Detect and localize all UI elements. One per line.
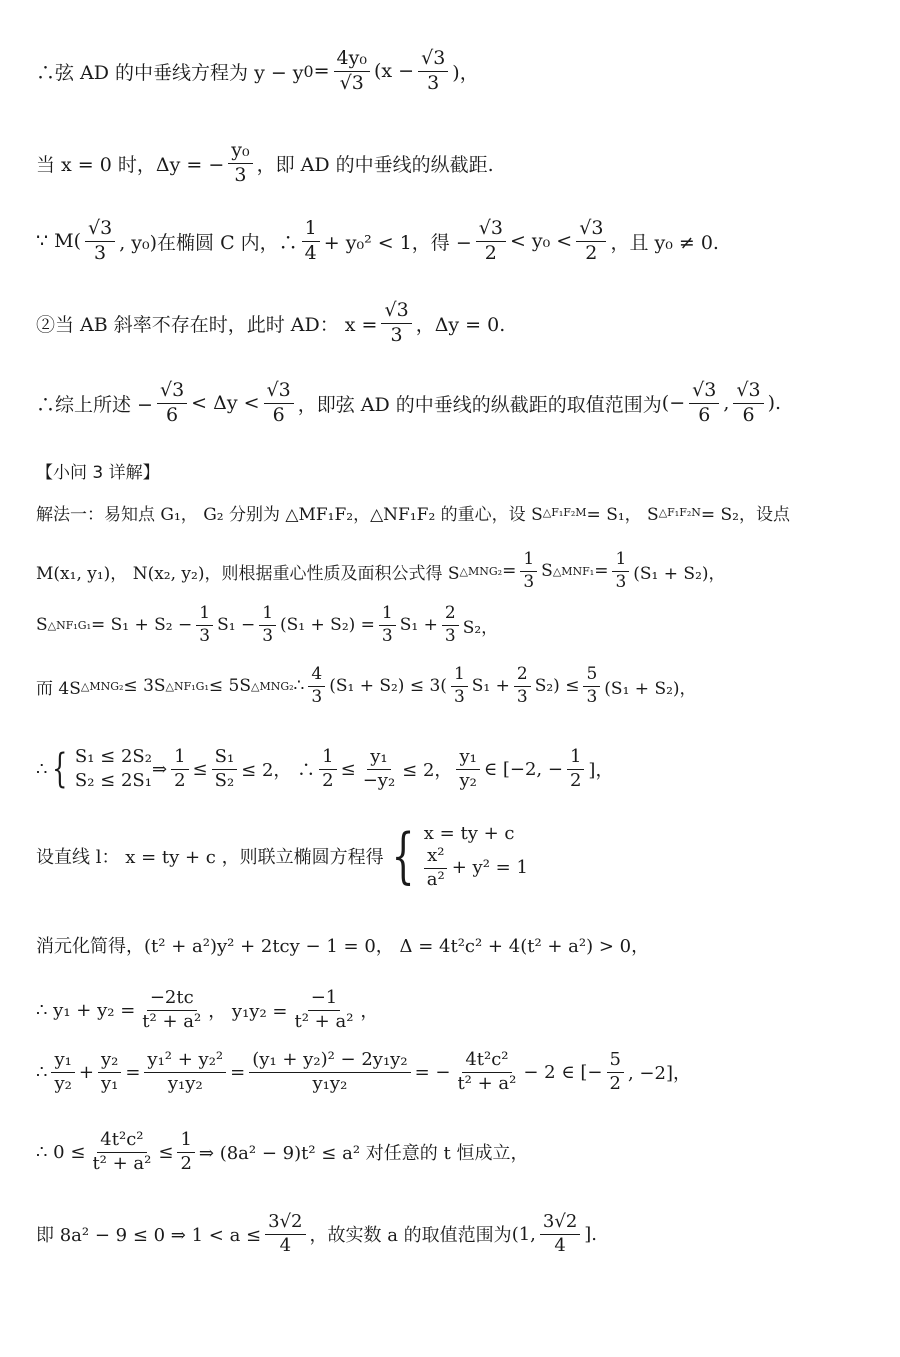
text: (S₁ + S₂) = — [280, 615, 375, 636]
left-brace: { — [52, 746, 68, 793]
denominator: y₂ — [54, 1072, 72, 1094]
text: = — [313, 60, 330, 83]
text: ， y₁y₂ = — [208, 1001, 288, 1023]
numerator: y₁ — [51, 1050, 74, 1073]
text: 设直线 l： x = ty + c ，则联立椭圆方程得 — [36, 847, 384, 869]
fraction — [51, 1050, 74, 1094]
system-row: x = ty + c — [423, 823, 515, 844]
line-8 — [36, 550, 876, 592]
text: ，故实数 a 的取值范围为 — [309, 1225, 512, 1247]
numerator: 1 — [451, 665, 468, 687]
text: + y₀² < 1，得 − — [323, 231, 472, 254]
text: ，且 y₀ ≠ 0. — [610, 231, 719, 254]
numerator: √3 — [576, 218, 606, 242]
denominator: −y₂ — [362, 769, 396, 791]
text: < Δy < — [191, 392, 260, 415]
fraction — [292, 988, 357, 1032]
fraction — [540, 1212, 580, 1256]
text: ). — [767, 392, 782, 415]
fraction — [249, 1050, 410, 1094]
fraction — [607, 1050, 624, 1094]
fraction — [424, 846, 448, 890]
text: S — [541, 561, 553, 582]
denominator: 2 — [180, 1152, 192, 1174]
numerator: 3√2 — [540, 1212, 580, 1235]
numerator: −2tc — [147, 988, 197, 1011]
heading-text: 【小问 3 详解】 — [36, 463, 160, 483]
text: M(x₁, y₁)， N(x₂, y₂)，则根据重心性质及面积公式得 S — [36, 563, 460, 584]
fraction — [418, 48, 448, 95]
left-brace: { — [391, 821, 415, 892]
fraction — [139, 988, 204, 1032]
fraction — [689, 380, 719, 427]
text: ②当 AB 斜率不存在时，此时 AD： x = — [36, 313, 378, 336]
fraction — [144, 1050, 226, 1094]
denominator: y₁y₂ — [312, 1072, 348, 1094]
denominator: 2 — [569, 769, 582, 791]
fraction — [476, 218, 506, 265]
text: ，即弦 AD 的中垂线的纵截距的取值范围为 — [297, 393, 662, 416]
denominator: 2 — [609, 1072, 621, 1094]
system-row — [424, 846, 528, 890]
line-13 — [36, 932, 876, 958]
line-9 — [36, 604, 876, 646]
numerator: 5 — [607, 1050, 624, 1073]
text: S₁ − — [217, 615, 256, 636]
text: ]. — [584, 1223, 598, 1245]
text: = — [230, 1061, 246, 1083]
fraction — [567, 747, 584, 791]
text: ∴ — [293, 676, 305, 697]
text: (S₁ + S₂)， — [633, 563, 726, 584]
text: ≤ — [192, 758, 208, 780]
denominator: 4 — [304, 241, 317, 264]
numerator: x² — [424, 846, 447, 869]
denominator: y₂ — [459, 769, 477, 791]
fraction — [733, 380, 763, 427]
text: + — [78, 1061, 94, 1083]
subscript: △F₁F₂N — [658, 506, 701, 519]
subscript: △MNG₂ — [251, 679, 294, 693]
denominator: 3 — [311, 686, 323, 707]
denominator: S₂ — [214, 769, 235, 791]
numerator: (y₁ + y₂)² − 2y₁y₂ — [249, 1050, 410, 1073]
numerator: 1 — [302, 218, 320, 242]
text: ≤ 3S — [123, 676, 166, 697]
fraction — [576, 218, 606, 265]
fraction — [308, 665, 325, 707]
denominator: 3 — [427, 71, 440, 94]
text: ∴综上所述 − — [36, 393, 153, 416]
text: ∴ — [36, 758, 48, 780]
subscript: 0 — [303, 61, 314, 81]
text: S₂) ≤ — [534, 676, 580, 697]
denominator: 6 — [698, 403, 711, 426]
text: ≤ 2， — [402, 760, 453, 782]
text: ∈ [−2, − — [483, 758, 563, 780]
fraction — [196, 604, 213, 646]
text: S₁ + — [399, 615, 438, 636]
denominator: 3 — [390, 323, 403, 346]
text: (S₁ + S₂)， — [604, 678, 697, 699]
numerator: 1 — [567, 747, 584, 770]
text: ≤ — [340, 758, 356, 780]
line-4 — [36, 300, 876, 347]
text: = — [502, 561, 517, 582]
line-14 — [36, 988, 876, 1032]
text: (x − — [374, 60, 415, 83]
text: ⇒ (8a² − 9)t² ≤ a² 对任意的 t 恒成立， — [198, 1143, 529, 1165]
text: S₂， — [462, 617, 499, 638]
fraction — [177, 1130, 194, 1174]
text: = − — [414, 1061, 451, 1083]
denominator: y₁y₂ — [167, 1072, 203, 1094]
denominator: 3 — [453, 686, 465, 707]
numerator: √3 — [476, 218, 506, 242]
numerator: y₂ — [98, 1050, 121, 1073]
text: (1, — [511, 1223, 536, 1245]
numerator: 1 — [612, 550, 629, 572]
text: ， — [360, 1001, 379, 1023]
numerator: 1 — [171, 747, 188, 770]
line-10 — [36, 665, 876, 707]
fraction — [171, 747, 188, 791]
fraction — [212, 747, 238, 791]
fraction — [454, 1050, 519, 1094]
line-12 — [36, 822, 876, 891]
text: ∴弦 AD 的中垂线方程为 y − y — [36, 61, 304, 84]
text: 消元化简得，(t² + a²)y² + 2tcy − 1 = 0， Δ = 4t²c² + 4(t² + a²) > 0， — [36, 936, 650, 957]
text: )， — [452, 61, 479, 84]
denominator: √3 — [339, 71, 364, 94]
numerator: 4y₀ — [334, 48, 370, 72]
text: ≤ 5S — [208, 676, 251, 697]
fraction — [381, 300, 411, 347]
numerator: −1 — [308, 988, 341, 1011]
numerator: y₁ — [367, 747, 390, 770]
text: = — [125, 1061, 141, 1083]
numerator: √3 — [157, 380, 187, 404]
system-row: S₁ ≤ 2S₂ — [74, 746, 152, 767]
denominator: 4 — [554, 1234, 566, 1256]
text: S₁ + — [471, 676, 510, 697]
text: ≤ — [158, 1141, 174, 1163]
line-2 — [36, 140, 876, 187]
denominator: 6 — [742, 403, 755, 426]
denominator: 3 — [523, 571, 535, 592]
text: , y₀)在椭圆 C 内，∴ — [119, 231, 298, 254]
denominator: 6 — [166, 403, 179, 426]
denominator: 2 — [322, 769, 334, 791]
subscript: △MNF₁ — [552, 564, 595, 578]
text: 当 x = 0 时，Δy = − — [36, 153, 225, 176]
text: ∵ M( — [36, 230, 81, 253]
text: 而 4S — [36, 678, 81, 699]
denominator: 3 — [199, 625, 211, 646]
equation-system — [424, 822, 528, 891]
numerator: √3 — [418, 48, 448, 72]
subscript: △NF₁G₁ — [165, 679, 209, 693]
line-3 — [36, 218, 876, 265]
fraction — [259, 604, 276, 646]
line-17 — [36, 1212, 876, 1256]
text: − 2 ∈ [− — [523, 1061, 603, 1083]
line-7 — [36, 500, 876, 525]
text: , −2]， — [627, 1063, 691, 1085]
text: (S₁ + S₂) ≤ 3( — [329, 676, 447, 697]
line-1 — [36, 48, 876, 95]
numerator: 1 — [520, 550, 537, 572]
denominator: t² + a² — [92, 1152, 152, 1174]
denominator: 3 — [516, 686, 528, 707]
text: = S₁ + S₂ − — [90, 615, 193, 636]
denominator: 2 — [484, 241, 497, 264]
numerator: 4 — [308, 665, 325, 687]
numerator: 3√2 — [265, 1212, 305, 1235]
denominator: 3 — [262, 625, 274, 646]
denominator: 3 — [444, 625, 456, 646]
fraction — [157, 380, 187, 427]
numerator: √3 — [689, 380, 719, 404]
fraction — [583, 665, 600, 707]
text: 解法一：易知点 G₁， G₂ 分别为 △MF₁F₂，△NF₁F₂ 的重心，设 S — [36, 505, 543, 525]
text: 即 8a² − 9 ≤ 0 ⇒ 1 < a ≤ — [36, 1225, 262, 1247]
line-5 — [36, 380, 876, 427]
text: (− — [661, 392, 686, 415]
text: = S₂，设点 — [700, 505, 790, 525]
denominator: y₁ — [100, 1072, 119, 1094]
numerator: √3 — [381, 300, 411, 324]
text: , — [723, 392, 730, 415]
text: ，Δy = 0. — [415, 313, 506, 336]
text: = S₁， S — [586, 505, 659, 525]
fraction — [456, 747, 479, 791]
fraction — [98, 1050, 121, 1094]
text: ，即 AD 的中垂线的纵截距. — [256, 153, 494, 176]
text: = — [594, 561, 609, 582]
text: + y² = 1 — [451, 857, 528, 879]
text: ∴ — [36, 1061, 48, 1083]
denominator: a² — [426, 868, 445, 890]
numerator: 1 — [196, 604, 213, 626]
system-row: S₂ ≤ 2S₁ — [74, 770, 152, 792]
text: ]， — [588, 760, 614, 782]
denominator: t² + a² — [294, 1010, 354, 1032]
text: < y₀ < — [509, 230, 573, 253]
fraction — [264, 380, 294, 427]
denominator: t² + a² — [457, 1072, 517, 1094]
denominator: 3 — [381, 625, 393, 646]
numerator: y₁² + y₂² — [144, 1050, 226, 1073]
fraction — [520, 550, 537, 592]
text: ∴ y₁ + y₂ = — [36, 999, 136, 1021]
denominator: 4 — [279, 1234, 292, 1256]
section-heading — [36, 458, 876, 483]
line-16 — [36, 1130, 876, 1174]
line-11 — [36, 745, 876, 794]
text: S — [36, 615, 48, 636]
fraction — [85, 218, 115, 265]
text: ∴ 0 ≤ — [36, 1141, 86, 1163]
fraction — [319, 747, 336, 791]
fraction — [442, 604, 459, 646]
numerator: y₁ — [456, 747, 479, 770]
numerator: 5 — [583, 665, 600, 687]
numerator: y₀ — [228, 140, 252, 164]
fraction — [265, 1212, 305, 1256]
fraction — [334, 48, 370, 95]
numerator: 1 — [379, 604, 396, 626]
numerator: 4t²c² — [97, 1130, 146, 1153]
numerator: √3 — [733, 380, 763, 404]
numerator: 4t²c² — [462, 1050, 511, 1073]
numerator: 1 — [177, 1130, 194, 1153]
text: ≤ 2， ∴ — [241, 760, 316, 782]
numerator: 2 — [514, 665, 531, 687]
fraction — [228, 140, 252, 187]
fraction — [379, 604, 396, 646]
fraction — [89, 1130, 154, 1174]
line-15 — [36, 1050, 876, 1094]
numerator: √3 — [85, 218, 115, 242]
denominator: 3 — [615, 571, 627, 592]
numerator: 2 — [442, 604, 459, 626]
denominator: 2 — [174, 769, 186, 791]
subscript: △F₁F₂M — [542, 506, 587, 519]
subscript: △MNG₂ — [459, 564, 503, 578]
subscript: △MNG₂ — [80, 679, 124, 693]
numerator: S₁ — [212, 747, 238, 770]
fraction — [302, 218, 320, 265]
denominator: 2 — [585, 241, 598, 264]
fraction — [360, 747, 398, 791]
denominator: t² + a² — [142, 1010, 202, 1032]
denominator: 6 — [272, 403, 285, 426]
fraction — [514, 665, 531, 707]
fraction — [612, 550, 629, 592]
fraction — [451, 665, 468, 707]
numerator: 1 — [259, 604, 276, 626]
text: ⇒ — [151, 758, 168, 780]
denominator: 3 — [94, 241, 107, 264]
inequality-system — [75, 745, 152, 794]
denominator: 3 — [234, 163, 247, 186]
denominator: 3 — [586, 686, 598, 707]
numerator: 1 — [319, 747, 336, 770]
subscript: △NF₁G₁ — [47, 618, 91, 632]
numerator: √3 — [264, 380, 294, 404]
